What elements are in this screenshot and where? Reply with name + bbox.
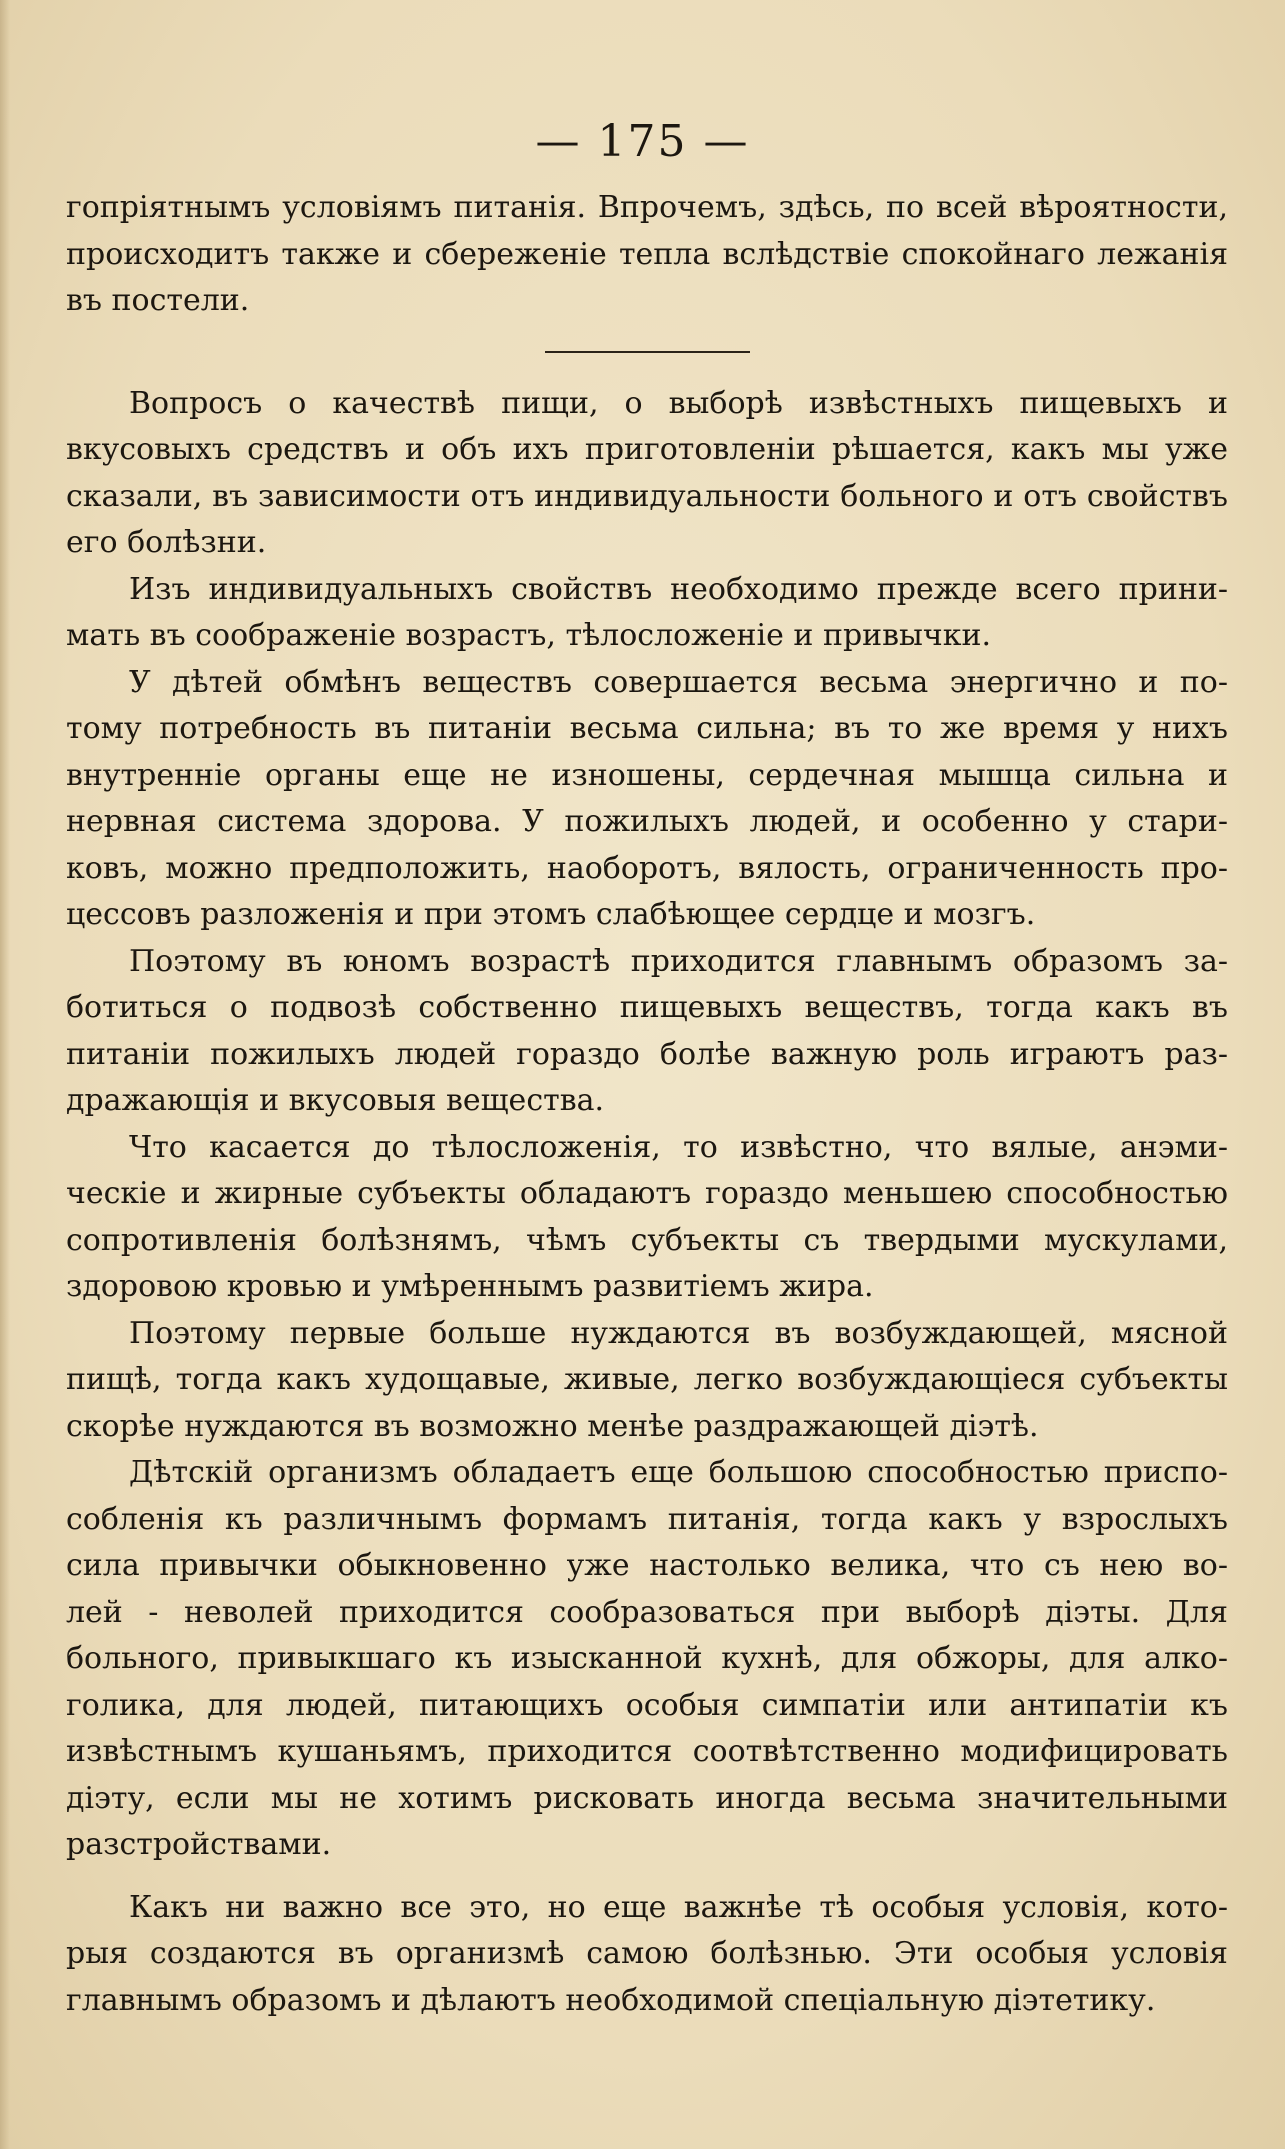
text-line: діэту, если мы не хотимъ рисковать иногда весьма значительными — [66, 1780, 1228, 1816]
text-line: пищѣ, тогда какъ худощавые, живые, легко возбуждающіеся субъекты — [66, 1362, 1228, 1397]
text-line: сопротивленія болѣзнямъ, чѣмъ субъекты съ твердыми мускулами, — [66, 1222, 1228, 1258]
text-line: здоровою кровью и умѣреннымъ развитіемъ жира. — [66, 1269, 874, 1304]
text-line: главнымъ образомъ и дѣлаютъ необходимой спеціальную діэтетику. — [66, 1982, 1156, 2018]
text-line: Поэтому первые больше нуждаются въ возбуждающей, мясной — [129, 1315, 1228, 1351]
paragraph — [66, 1125, 1228, 1311]
paragraph — [66, 185, 1228, 325]
text-line: Какъ ни важно все это, но еще важнѣе тѣ особыя условія, кото- — [129, 1889, 1228, 1925]
text-line: голика, для людей, питающихъ особыя симпатіи или антипатіи къ — [66, 1687, 1228, 1723]
text-line: Изъ индивидуальныхъ свойствъ необходимо прежде всего прини- — [129, 571, 1228, 607]
text-line: тому потребность въ питаніи весьма сильна; въ то же время у нихъ — [66, 711, 1228, 746]
text-line: скорѣе нуждаются въ возможно менѣе раздражающей діэтѣ. — [66, 1408, 1039, 1444]
section-divider — [545, 351, 750, 353]
text-line: сила привычки обыкновенно уже настолько велика, что съ нею во- — [66, 1548, 1228, 1583]
page-number: — 175 — — [535, 116, 750, 167]
paragraph — [66, 1311, 1228, 1451]
text-line: извѣстнымъ кушаньямъ, приходится соотвѣтственно модифицировать — [66, 1734, 1228, 1769]
text-line: питаніи пожилыхъ людей гораздо болѣе важную роль играютъ раз- — [66, 1036, 1228, 1072]
paragraph — [66, 939, 1228, 1125]
text-line: внутренніе органы еще не изношены, сердечная мышца сильна и — [66, 757, 1228, 793]
text-line: лей - неволей приходится сообразоваться при выборѣ діэты. Для — [66, 1594, 1228, 1630]
text-line: цессовъ разложенія и при этомъ слабѣющее сердце и мозгъ. — [66, 897, 1036, 932]
text-line: Дѣтскій организмъ обладаетъ еще большою способностью приспо- — [129, 1455, 1228, 1490]
paragraph — [66, 1885, 1228, 2025]
text-line: собленія къ различнымъ формамъ питанія, тогда какъ у взрослыхъ — [66, 1501, 1228, 1537]
text-column — [66, 185, 1228, 2024]
text-line: мать въ соображеніе возрастъ, тѣлосложеніе и привычки. — [66, 618, 992, 653]
text-line: Поэтому въ юномъ возрастѣ приходится главнымъ образомъ за- — [129, 943, 1228, 979]
paragraph-gap — [66, 1869, 1228, 1885]
text-line: Вопросъ о качествѣ пищи, о выборѣ извѣстныхъ пищевыхъ и — [129, 385, 1228, 421]
paragraph — [66, 381, 1228, 567]
paragraph — [66, 567, 1228, 660]
text-line: У дѣтей обмѣнъ веществъ совершается весьма энергично и по- — [129, 664, 1228, 700]
text-line: происходитъ также и сбереженіе тепла вслѣдствіе спокойнаго лежанія — [66, 236, 1228, 272]
text-line: больного, привыкшаго къ изысканной кухнѣ, для обжоры, для алко- — [66, 1641, 1228, 1676]
text-line: Что касается до тѣлосложенія, то извѣстно, что вялые, анэми- — [129, 1129, 1228, 1165]
text-line: въ постели. — [66, 283, 250, 318]
text-line: разстройствами. — [66, 1827, 332, 1862]
text-line: его болѣзни. — [66, 525, 267, 560]
text-line: дражающія и вкусовыя вещества. — [66, 1083, 605, 1118]
text-line: ческіе и жирные субъекты обладаютъ гораздо меньшею способностью — [66, 1176, 1228, 1211]
text-line: вкусовыхъ средствъ и объ ихъ приготовленіи рѣшается, какъ мы уже — [66, 432, 1228, 467]
paragraph — [66, 1450, 1228, 1869]
paragraph — [66, 660, 1228, 939]
text-line: гопріятнымъ условіямъ питанія. Впрочемъ, здѣсь, по всей вѣроятности, — [66, 190, 1228, 225]
page-edge-shadow — [0, 0, 10, 2149]
text-line: ботиться о подвозѣ собственно пищевыхъ веществъ, тогда какъ въ — [66, 990, 1228, 1025]
text-line: ковъ, можно предположить, наоборотъ, вялость, ограниченность про- — [66, 850, 1228, 886]
text-line: сказали, въ зависимости отъ индивидуальности больного и отъ свойствъ — [66, 478, 1228, 514]
text-line: нервная система здорова. У пожилыхъ людей, и особенно у стари- — [66, 804, 1228, 839]
text-line: рыя создаются въ организмѣ самою болѣзнью. Эти особыя условія — [66, 1936, 1228, 1971]
